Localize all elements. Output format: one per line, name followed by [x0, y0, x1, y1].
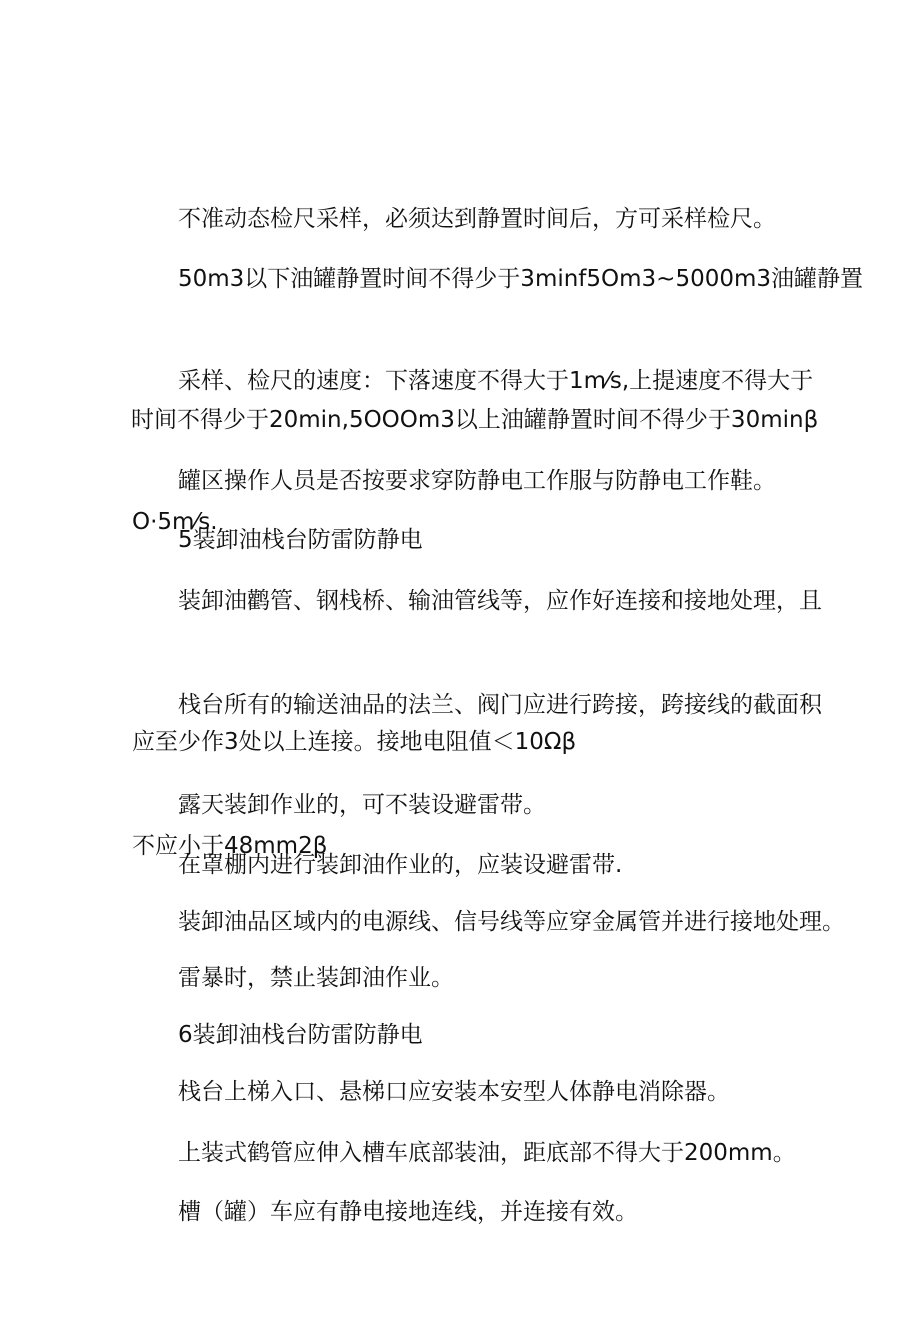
text-line: 50m3以下油罐静置时间不得少于3minf5Om3~5000m3油罐静置 — [178, 266, 864, 292]
text-line: 在罩棚内进行装卸油作业的，应装设避雷带. — [178, 852, 623, 878]
section-heading: 5装卸油栈台防雷防静电 — [178, 527, 423, 553]
text-line: 上装式鹤管应伸入槽车底部装油，距底部不得大于200mm。 — [178, 1140, 796, 1166]
section-heading: 6装卸油栈台防雷防静电 — [178, 1022, 423, 1048]
text-line: 露天装卸作业的，可不装设避雷带。 — [178, 792, 546, 818]
text-line: 应至少作3处以上连接。接地电阻值＜10Ωβ — [132, 729, 577, 755]
text-line: 雷暴时，禁止装卸油作业。 — [178, 965, 454, 991]
text-line: 栈台上梯入口、悬梯口应安装本安型人体静电消除器。 — [178, 1079, 730, 1105]
text-line: O·5m⁄s. — [132, 509, 218, 535]
text-line: 装卸油品区域内的电源线、信号线等应穿金属管并进行接地处理。 — [178, 909, 845, 935]
text-line: 槽（罐）车应有静电接地连线，并连接有效。 — [178, 1199, 638, 1225]
text-line: 装卸油鹳管、钢栈桥、输油管线等，应作好连接和接地处理，且 — [178, 588, 822, 614]
text-line: 时间不得少于20min,5OOOm3以上油罐静置时间不得少于30minβ — [131, 407, 819, 433]
text-line: 罐区操作人员是否按要求穿防静电工作服与防静电工作鞋。 — [178, 468, 776, 494]
text-line: 栈台所有的输送油品的法兰、阀门应进行跨接，跨接线的截面积 — [178, 692, 822, 718]
text-line: 采样、检尺的速度：下落速度不得大于1m⁄s,上提速度不得大于 — [178, 368, 814, 394]
paragraph-15 — [132, 1095, 812, 1330]
text-line: 不应小于48mm2β — [132, 833, 328, 859]
text-line: 不准动态检尺采样，必须达到静置时间后，方可采样检尺。 — [178, 206, 776, 232]
